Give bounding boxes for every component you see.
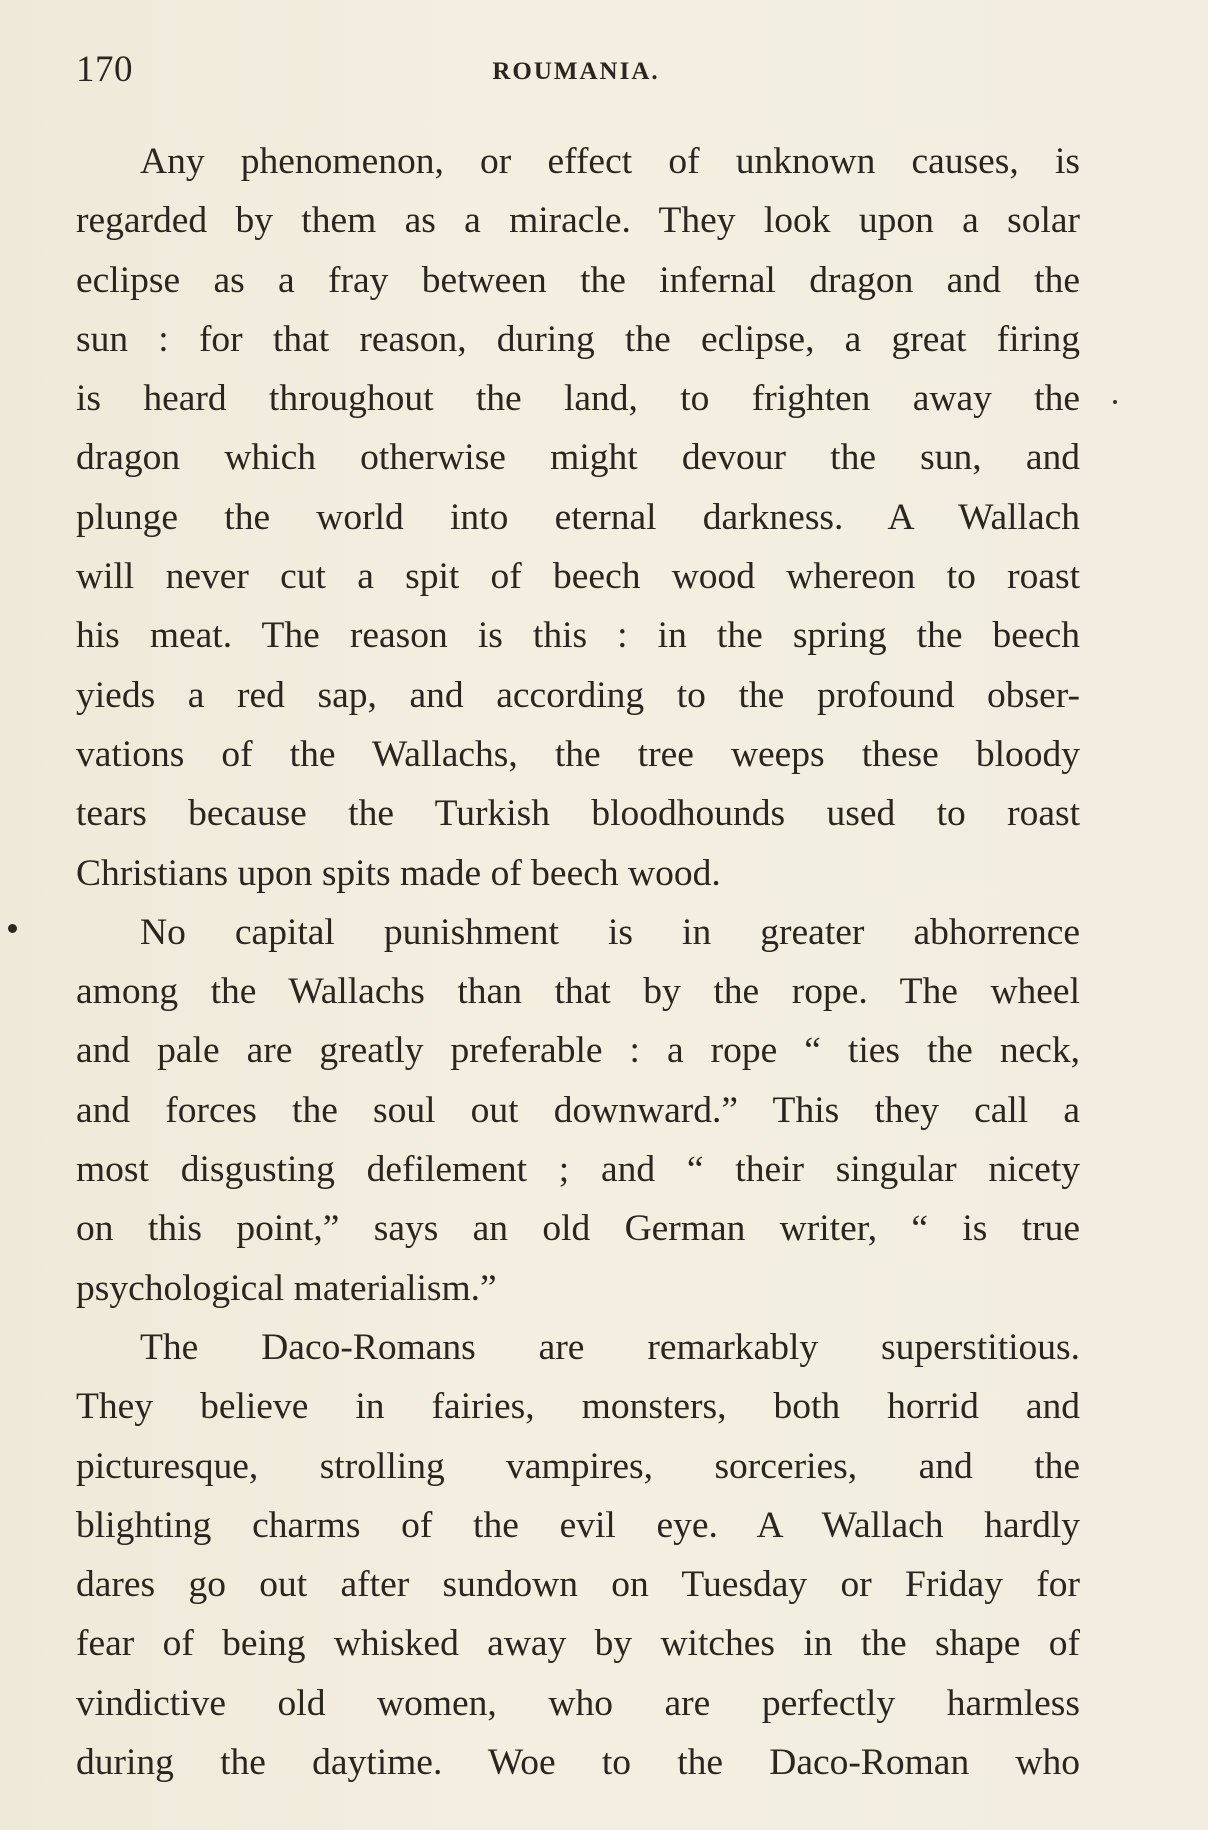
running-title: ROUMANIA.	[492, 58, 660, 85]
text-line: is heard throughout the land, to frighten away the	[76, 378, 1080, 420]
text-line: on this point,” says an old German writer, “ is true	[76, 1208, 1080, 1250]
text-line: most disgusting defilement ; and “ their singular nicety	[76, 1149, 1080, 1191]
text-line: dragon which otherwise might devour the sun, and	[76, 437, 1080, 479]
text-line: among the Wallachs than that by the rope. The wheel	[76, 971, 1080, 1013]
text-line: sun : for that reason, during the eclipse, a great firing	[76, 318, 1080, 360]
text-line: his meat. The reason is this : in the spring the beech	[76, 615, 1080, 657]
text-line: eclipse as a fray between the infernal dragon and the	[76, 259, 1080, 301]
text-line: blighting charms of the evil eye. A Wallach hardly	[76, 1504, 1080, 1546]
text-line: regarded by them as a miracle. They look upon a solar	[76, 200, 1080, 242]
text-line: dares go out after sundown on Tuesday or Friday for	[76, 1564, 1080, 1606]
text-line: vindictive old women, who are perfectly harmless	[76, 1682, 1080, 1724]
text-line: psychological materialism.”	[76, 1267, 497, 1309]
text-line: will never cut a spit of beech wood whereon to roast	[76, 556, 1080, 598]
text-line: tears because the Turkish bloodhounds used to roast	[76, 793, 1080, 835]
text-line: The Daco-Romans are remarkably superstitious.	[140, 1326, 1080, 1368]
text-line: during the daytime. Woe to the Daco-Roman who	[76, 1742, 1080, 1784]
page-header	[76, 48, 1076, 92]
text-line: fear of being whisked away by witches in the shape of	[76, 1623, 1080, 1665]
margin-dot-mark	[1113, 400, 1117, 404]
text-line: picturesque, strolling vampires, sorceries, and the	[76, 1445, 1080, 1487]
text-line: and forces the soul out downward.” This they call a	[76, 1089, 1080, 1131]
text-line: No capital punishment is in greater abhorrence	[140, 911, 1080, 953]
margin-bullet-mark	[8, 924, 17, 933]
page-number: 170	[76, 49, 133, 90]
text-line: yieds a red sap, and according to the profound obser-	[76, 674, 1080, 716]
body-text	[76, 132, 1080, 1792]
text-line: Any phenomenon, or effect of unknown causes, is	[140, 141, 1080, 182]
text-line: They believe in fairies, monsters, both horrid and	[76, 1386, 1080, 1428]
text-line: vations of the Wallachs, the tree weeps these bloody	[76, 733, 1080, 775]
text-line: Christians upon spits made of beech wood.	[76, 852, 721, 894]
text-line: plunge the world into eternal darkness. A Wallach	[76, 496, 1080, 538]
text-line: and pale are greatly preferable : a rope “ ties the neck,	[76, 1030, 1080, 1072]
